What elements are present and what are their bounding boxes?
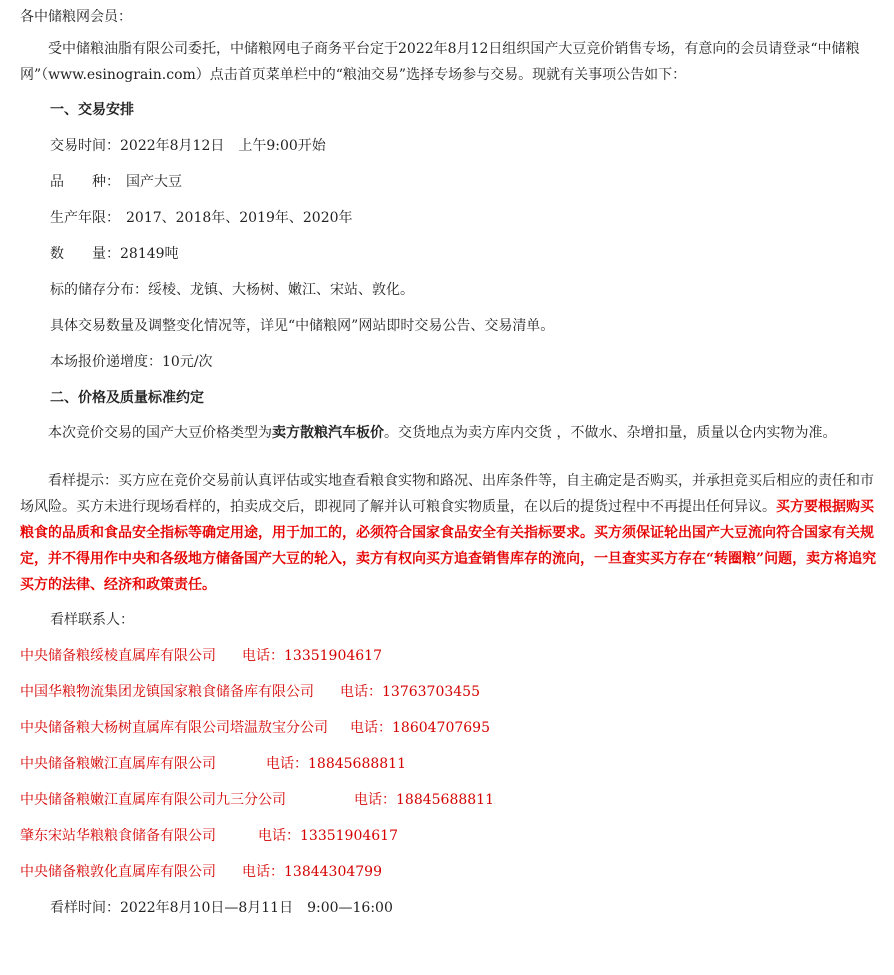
price-type: 卖方散粮汽车板价 (272, 425, 384, 441)
contact-company: 中央储备粮大杨树直属库有限公司塔温敖宝分公司 (20, 720, 328, 736)
price-text-post: 。交货地点为卖方库内交货 ，不做水、杂增扣量，质量以仓内实物为准。 (384, 425, 837, 441)
contact-phone: 电话：13763703455 (340, 684, 480, 700)
contact-phone: 电话：13351904617 (258, 828, 398, 844)
contact-company: 肇东宋站华粮粮食储备有限公司 (20, 828, 216, 844)
quantity-row (20, 236, 882, 272)
contacts-label: 看样联系人： (50, 612, 134, 628)
bid-increment: 本场报价递增度：10元/次 (50, 354, 213, 370)
variety-label: 品 种： (50, 174, 120, 190)
salutation: 各中储粮网会员： (20, 9, 132, 25)
years-row (20, 200, 882, 236)
sampling-notice-warning: 买方要根据购买粮食的品质和食品安全指标等确定用途，用于加工的，必须符合国家食品安全有关指标要求。买方须保证轮出国产大豆流向符合国家有关规定，并不得用作中央和各级地方储备国产大豆的轮入，卖方有权向买方追查销售库存的流向，一旦查实买方存在“转圈粮”问题，卖方将追究买方的法律、经济和政策责任。 (20, 499, 877, 593)
contact-phone: 电话：13844304799 (242, 864, 382, 880)
contact-company: 中央储备粮敦化直属库有限公司 (20, 864, 216, 880)
sampling-notice-text: 看样提示：买方应在竞价交易前认真评估或实地查看粮食实物和路况、出库条件等，自主确定是否购买，并承担竞买后相应的责任和市场风险。买方未进行现场看样的，拍卖成交后，即视同了解并认可粮食实物质量，在以后的提货过程中不再提出任何异议。 (20, 473, 874, 515)
contact-item (20, 710, 882, 746)
price-text-pre: 本次竞价交易的国产大豆价格类型为 (48, 425, 272, 441)
sample-time: 看样时间：2022年8月10日—8月11日 9:00—16:00 (50, 900, 393, 916)
contact-phone: 电话：18845688811 (266, 756, 406, 772)
variety-value: 国产大豆 (126, 174, 182, 190)
contact-company: 中央储备粮绥棱直属库有限公司 (20, 648, 216, 664)
contact-company: 中央储备粮嫩江直属库有限公司九三分公司 (20, 792, 286, 808)
contact-item (20, 818, 882, 854)
contact-item (20, 746, 882, 782)
price-quality-paragraph (20, 420, 882, 446)
years-label: 生产年限： (50, 210, 120, 226)
section2-heading: 二、价格及质量标准约定 (50, 390, 204, 406)
contact-company: 中央储备粮嫩江直属库有限公司 (20, 756, 216, 772)
contact-phone: 电话：18845688811 (354, 792, 494, 808)
intro-paragraph: 受中储粮油脂有限公司委托，中储粮网电子商务平台定于2022年8月12日组织国产大豆竞价销售专场，有意向的会员请登录“中储粮网”（www.esinograin.com）点击首页菜单栏中的“粮油交易”选择专场参与交易。现就有关事项公告如下： (20, 41, 860, 83)
contact-phone: 电话：13351904617 (242, 648, 382, 664)
contact-list (20, 638, 882, 890)
contact-company: 中国华粮物流集团龙镇国家粮食储备库有限公司 (20, 684, 314, 700)
sampling-notice (20, 468, 882, 598)
section1-heading: 一、交易安排 (50, 102, 134, 118)
trade-time: 交易时间：2022年8月12日 上午9:00开始 (50, 138, 326, 154)
contact-phone: 电话：18604707695 (350, 720, 490, 736)
contact-item (20, 674, 882, 710)
quantity-label: 数 量： (50, 246, 120, 262)
years-value: 2017、2018年、2019年、2020年 (126, 210, 353, 226)
variety-row (20, 164, 882, 200)
contact-item (20, 782, 882, 818)
storage-distribution: 标的储存分布：绥棱、龙镇、大杨树、嫩江、宋站、敦化。 (50, 282, 414, 298)
quantity-value: 28149吨 (120, 246, 179, 262)
trade-detail-note: 具体交易数量及调整变化情况等，详见“中储粮网”网站即时交易公告、交易清单。 (50, 318, 555, 334)
contact-item (20, 638, 882, 674)
contact-item (20, 854, 882, 890)
